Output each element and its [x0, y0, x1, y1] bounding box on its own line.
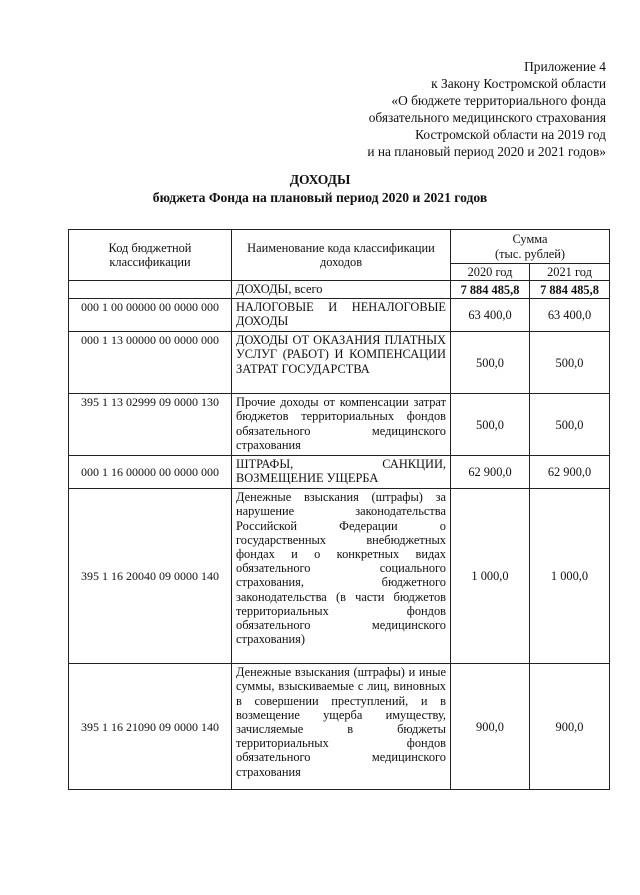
row-name: Прочие доходы от компенсации затрат бюджетов территориальных фондов обязательного медицинского страхования: [232, 394, 451, 456]
row-code: 395 1 16 21090 09 0000 140: [69, 664, 232, 790]
row-code: 000 1 00 00000 00 0000 000: [69, 299, 232, 332]
row-name: Денежные взыскания (штрафы) за нарушение законодательства Российской Федерации о государственных внебюджетных фондах и о конкретных видах обязательного социального страхования, бюджетного законодательства (в части бюджетов территориальных фондов обязательного медицинского страхования): [232, 489, 451, 664]
title-line-2: бюджета Фонда на плановый период 2020 и 2021 годов: [152, 190, 488, 205]
header-sum: Сумма (тыс. рублей): [451, 230, 610, 264]
appendix-line: «О бюджете территориального фонда: [391, 93, 606, 108]
row-code: [69, 281, 232, 299]
header-name: Наименование кода классификации доходов: [232, 230, 451, 281]
row-value-2020: 7 884 485,8: [451, 281, 530, 299]
row-value-2021: 63 400,0: [530, 299, 610, 332]
header-code: Код бюджетной классификации: [69, 230, 232, 281]
row-value-2020: 62 900,0: [451, 456, 530, 489]
row-name: ШТРАФЫ, САНКЦИИ, ВОЗМЕЩЕНИЕ УЩЕРБА: [232, 456, 451, 489]
income-table: [68, 229, 610, 790]
row-value-2020: 63 400,0: [451, 299, 530, 332]
appendix-line: и на плановый период 2020 и 2021 годов»: [367, 144, 606, 159]
table-row: [69, 664, 610, 790]
row-value-2020: 500,0: [451, 332, 530, 394]
row-value-2021: 900,0: [530, 664, 610, 790]
row-value-2021: 500,0: [530, 394, 610, 456]
appendix-line: Костромской области на 2019 год: [415, 127, 606, 142]
row-value-2021: 500,0: [530, 332, 610, 394]
row-value-2020: 900,0: [451, 664, 530, 790]
row-code: 000 1 13 00000 00 0000 000: [69, 332, 232, 394]
row-name: ДОХОДЫ ОТ ОКАЗАНИЯ ПЛАТНЫХ УСЛУГ (РАБОТ) И КОМПЕНСАЦИИ ЗАТРАТ ГОСУДАРСТВА: [232, 332, 451, 394]
table-row: [69, 281, 610, 299]
row-value-2021: 7 884 485,8: [530, 281, 610, 299]
appendix-line: обязательного медицинского страхования: [368, 110, 606, 125]
row-value-2020: 500,0: [451, 394, 530, 456]
row-name: Денежные взыскания (штрафы) и иные суммы, взыскиваемые с лиц, виновных в совершении преступлений, и в возмещение ущерба имуществу, зачисляемые в бюджеты территориальных фондов обязательного медицинского страхования: [232, 664, 451, 790]
appendix-line: Приложение 4: [524, 59, 606, 74]
table-row: [69, 456, 610, 489]
table-row: [69, 489, 610, 664]
header-year-2020: 2020 год: [451, 264, 530, 281]
row-value-2021: 1 000,0: [530, 489, 610, 664]
document-title: [0, 171, 640, 207]
header-year-2021: 2021 год: [530, 264, 610, 281]
row-value-2021: 62 900,0: [530, 456, 610, 489]
row-code: 395 1 13 02999 09 0000 130: [69, 394, 232, 456]
table-row: [69, 394, 610, 456]
appendix-line: к Закону Костромской области: [431, 76, 606, 91]
table-row: [69, 299, 610, 332]
row-code: 395 1 16 20040 09 0000 140: [69, 489, 232, 664]
table-row: [69, 332, 610, 394]
title-line-1: ДОХОДЫ: [289, 172, 351, 187]
row-code: 000 1 16 00000 00 0000 000: [69, 456, 232, 489]
row-value-2020: 1 000,0: [451, 489, 530, 664]
row-name: ДОХОДЫ, всего: [232, 281, 451, 299]
appendix-header: [276, 58, 606, 160]
row-name: НАЛОГОВЫЕ И НЕНАЛОГОВЫЕ ДОХОДЫ: [232, 299, 451, 332]
